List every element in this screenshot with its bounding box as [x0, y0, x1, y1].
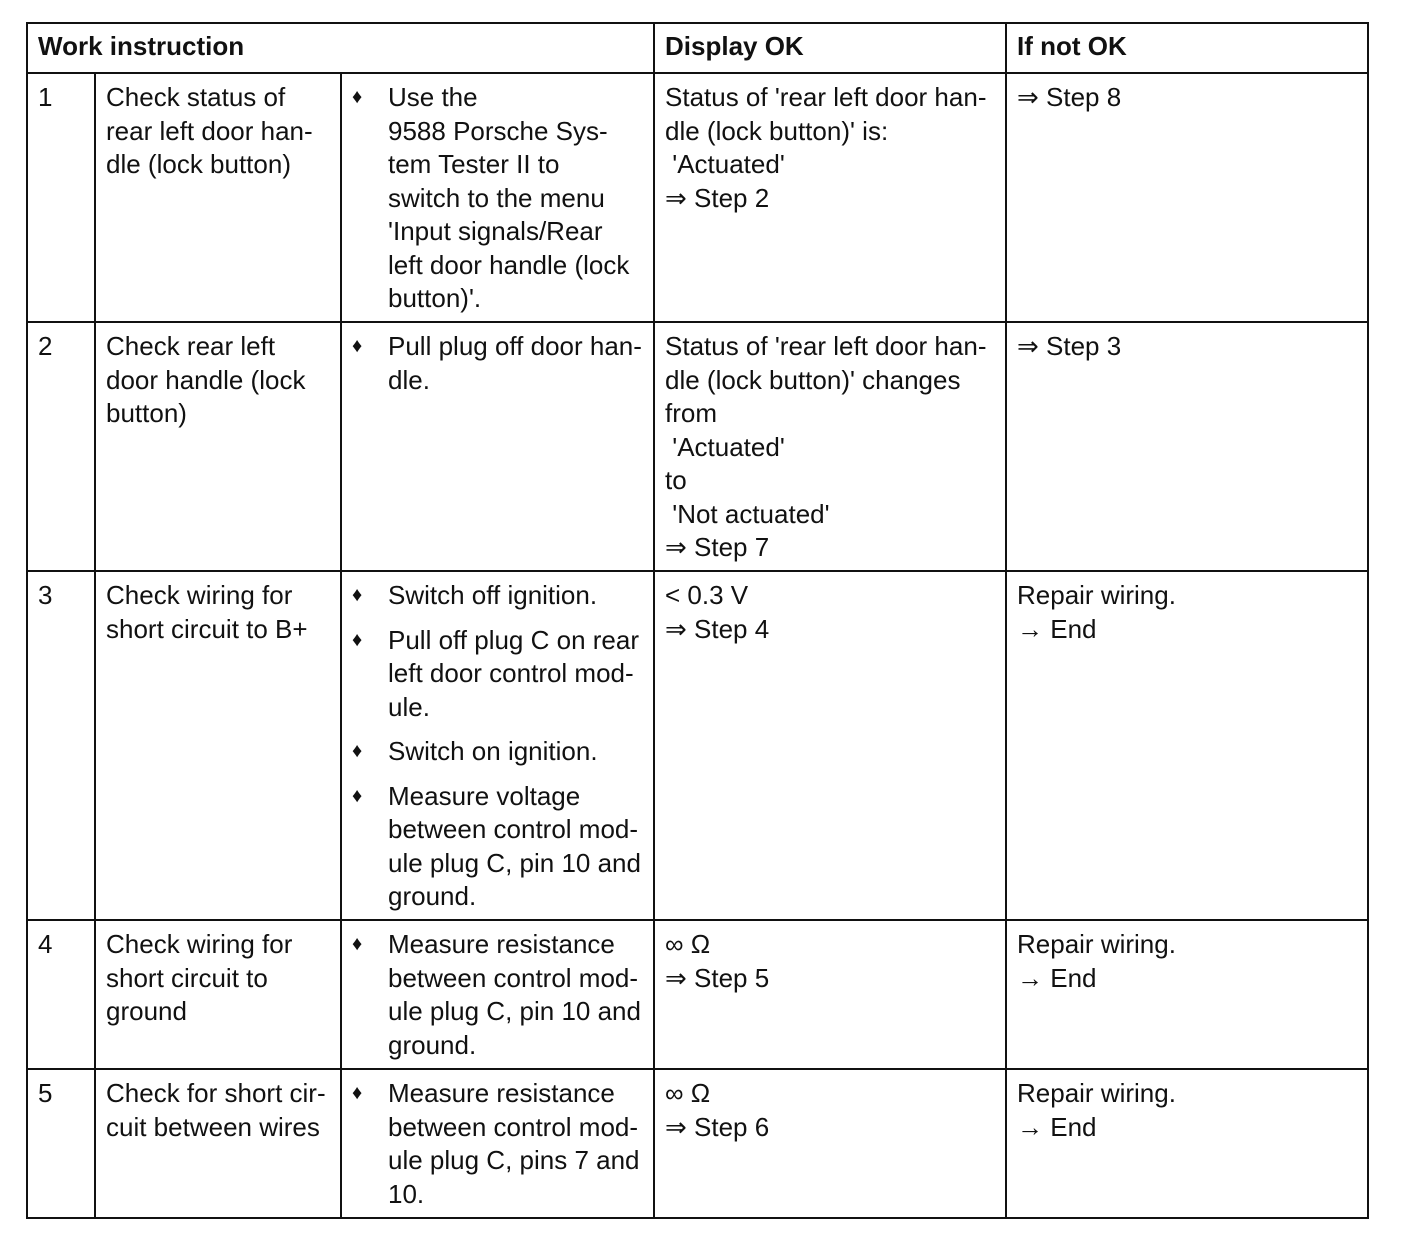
action-text [388, 81, 643, 316]
if-not-ok-result [1006, 1069, 1368, 1218]
check-description-line: Check status of [106, 82, 286, 112]
display-ok-result-line: dle (lock button)' is: [665, 115, 889, 146]
check-description-line: Check wiring for [106, 929, 293, 959]
action-text-line: 10. [388, 1178, 425, 1209]
action-list [341, 1069, 654, 1218]
table-row [27, 571, 1368, 920]
action-text-line: between control mod- [388, 1111, 639, 1142]
check-description [95, 920, 341, 1069]
action-text-line: Measure resistance [388, 929, 615, 959]
table-row [27, 920, 1368, 1069]
display-ok-result-line: ⇒ Step 2 [665, 182, 770, 213]
action-text [388, 928, 643, 1062]
action-text-line: ground. [388, 881, 477, 911]
action-item [352, 780, 643, 914]
check-description-line: Check rear left [106, 331, 276, 361]
if-not-ok-result-line: → End [1017, 1111, 1097, 1142]
if-not-ok-result-line: → End [1017, 613, 1097, 644]
display-ok-result [654, 322, 1006, 571]
diamond-bullet-icon: ♦ [352, 784, 363, 807]
check-description-line: short circuit to [106, 962, 268, 993]
display-ok-result [654, 73, 1006, 322]
if-not-ok-result-line: → End [1017, 962, 1097, 993]
diamond-bullet-icon: ♦ [352, 584, 363, 606]
step-number: 3 [27, 571, 95, 920]
action-text [388, 624, 643, 725]
table-row [27, 73, 1368, 322]
action-text-line: Measure voltage [388, 780, 581, 811]
display-ok-result-line: ∞ Ω [665, 1078, 711, 1108]
display-ok-result-line: from [665, 398, 717, 428]
if-not-ok-result-line: Repair wiring. [1017, 929, 1176, 959]
table-row [27, 1069, 1368, 1218]
display-ok-result [654, 920, 1006, 1069]
diamond-bullet-icon: ♦ [352, 740, 363, 762]
if-not-ok-result-line: Repair wiring. [1017, 580, 1176, 610]
action-text-line: Pull off plug C on rear [388, 624, 639, 655]
action-list [341, 571, 654, 920]
step-number: 1 [27, 73, 95, 322]
action-text [388, 330, 643, 397]
action-text-line: dle. [388, 364, 430, 395]
action-text-line: between control mod- [388, 814, 639, 844]
action-item [352, 624, 643, 725]
display-ok-result-line: Status of 'rear left door han- [665, 82, 987, 112]
action-list [341, 920, 654, 1069]
display-ok-result-line: ∞ Ω [665, 929, 711, 959]
check-description-line: ground [106, 996, 187, 1026]
display-ok-result-line: to [665, 465, 687, 495]
action-text-line: left door control mod- [388, 658, 634, 688]
action-text [388, 780, 643, 914]
check-description-line: button) [106, 398, 187, 428]
check-description [95, 322, 341, 571]
action-text [388, 735, 643, 769]
action-item [352, 735, 643, 769]
display-ok-result-line: 'Actuated' [665, 431, 785, 462]
check-description-line: cuit between wires [106, 1111, 320, 1142]
action-list [341, 322, 654, 571]
step-number: 5 [27, 1069, 95, 1218]
check-description-line: Check for short cir- [106, 1078, 326, 1108]
header-work-instruction: Work instruction [27, 23, 654, 73]
check-description-line: short circuit to B+ [106, 613, 308, 644]
display-ok-result-line: dle (lock button)' changes [665, 364, 961, 395]
diamond-bullet-icon: ♦ [352, 933, 363, 955]
step-number: 4 [27, 920, 95, 1069]
table-header-row [27, 23, 1368, 73]
check-description-line: dle (lock button) [106, 149, 291, 179]
if-not-ok-result [1006, 920, 1368, 1069]
action-text-line: ule plug C, pin 10 and [388, 847, 641, 878]
action-text-line: Pull plug off door han- [388, 331, 642, 361]
check-description [95, 571, 341, 920]
check-description-line: door handle (lock [106, 364, 306, 395]
action-text-line: switch to the menu [388, 182, 605, 213]
step-number: 2 [27, 322, 95, 571]
action-list [341, 73, 654, 322]
if-not-ok-result [1006, 571, 1368, 920]
action-item [352, 330, 643, 397]
action-text [388, 579, 643, 613]
diamond-bullet-icon: ♦ [352, 86, 363, 108]
table-row [27, 322, 1368, 571]
display-ok-result-line: Status of 'rear left door han- [665, 331, 987, 361]
action-text-line: left door handle (lock [388, 249, 630, 280]
if-not-ok-result-line: Repair wiring. [1017, 1078, 1176, 1108]
action-item [352, 1077, 643, 1211]
display-ok-result-line: < 0.3 V [665, 580, 749, 610]
action-item [352, 928, 643, 1062]
action-text-line: Measure resistance [388, 1078, 615, 1108]
action-text-line: tem Tester II to [388, 149, 560, 179]
action-text-line: Switch off ignition. [388, 580, 598, 610]
display-ok-result [654, 1069, 1006, 1218]
display-ok-result-line: 'Actuated' [665, 149, 785, 179]
action-item [352, 579, 643, 613]
action-text-line: 9588 Porsche Sys- [388, 115, 608, 146]
action-text-line: button)'. [388, 283, 482, 313]
display-ok-result-line: ⇒ Step 5 [665, 962, 770, 993]
diamond-bullet-icon: ♦ [352, 1082, 363, 1104]
action-text-line: ule plug C, pin 10 and [388, 996, 641, 1026]
check-description-line: Check wiring for [106, 580, 293, 610]
check-description [95, 73, 341, 322]
display-ok-result-line: ⇒ Step 4 [665, 613, 770, 644]
diamond-bullet-icon: ♦ [352, 335, 363, 357]
display-ok-result-line: 'Not actuated' [665, 498, 830, 529]
action-text-line: Use the [388, 82, 478, 112]
display-ok-result-line: ⇒ Step 6 [665, 1111, 770, 1142]
action-text-line: ule plug C, pins 7 and [388, 1145, 640, 1175]
action-text-line: Switch on ignition. [388, 736, 598, 766]
if-not-ok-result [1006, 73, 1368, 322]
work-instruction-table [26, 22, 1369, 1219]
display-ok-result [654, 571, 1006, 920]
check-description-line: rear left door han- [106, 115, 313, 146]
diamond-bullet-icon: ♦ [352, 628, 363, 651]
action-text-line: between control mod- [388, 962, 639, 993]
action-text-line: 'Input signals/Rear [388, 216, 603, 246]
header-if-not-ok: If not OK [1006, 23, 1368, 73]
display-ok-result-line: ⇒ Step 7 [665, 532, 770, 562]
action-text [388, 1077, 643, 1211]
if-not-ok-result-line: ⇒ Step 3 [1017, 331, 1122, 361]
header-display-ok: Display OK [654, 23, 1006, 73]
action-item [352, 81, 643, 316]
check-description [95, 1069, 341, 1218]
if-not-ok-result [1006, 322, 1368, 571]
action-text-line: ground. [388, 1029, 477, 1060]
action-text-line: ule. [388, 691, 430, 722]
if-not-ok-result-line: ⇒ Step 8 [1017, 82, 1122, 112]
